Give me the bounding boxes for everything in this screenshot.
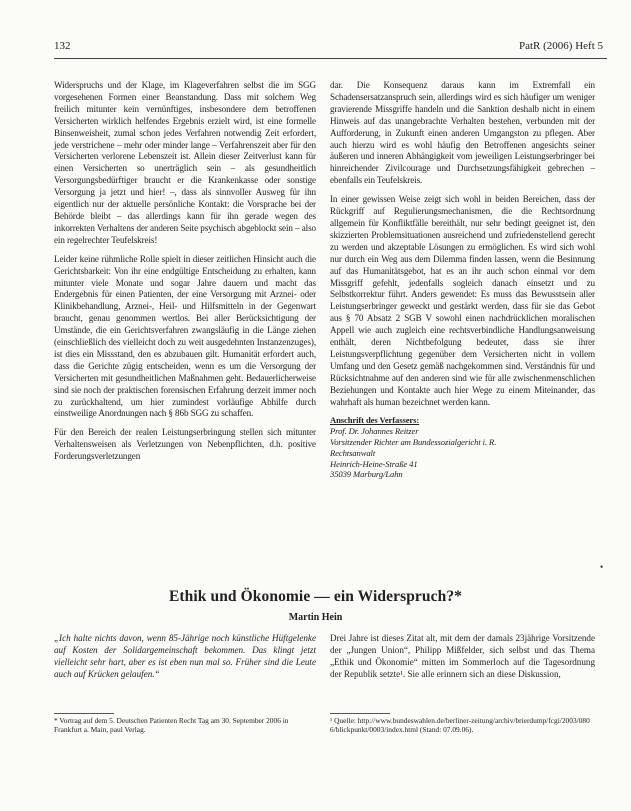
- article-quote: „Ich halte nichts davon, wenn 85-Jährige noch künstliche Hüftgelenke auf Kosten der Solidargemeinschaft bekommen. Das klingt jetzt vielleicht sehr hart, aber es ist eben nun mal so. Früher sind die Leute auch auf Krücken gelaufen.“: [54, 633, 316, 679]
- left-column: [54, 80, 316, 470]
- page-number: 132: [54, 40, 71, 52]
- article-body: Drei Jahre ist dieses Zitat alt, mit dem der damals 23jährige Vorsitzende der „Jungen Union“, Philipp Mißfelder, sich selbst und das Thema „Ethik und Ökonomie“ mitten im Sommerloch auf die Tagesordnung der Republik setzte¹. Sie alle erinnern sich an diese Diskussion,: [330, 633, 595, 679]
- left-paragraph-1: Widerspruchs und der Klage, im Klageverfahren selbst die im SGG vorgesehenen Formen einer Beanstandung. Dass mit solchem Weg freilich mitunter kein vernünftiges, insbesondere dem betroffenen Versicherten wirklich helfendes Ergebnis erzielt wird, ist eine formelle Binsenweisheit, zumal schon jedes Verfahren notwendig Zeit erfordert, jede verstrichene – mehr oder minder lange – Verfahrenszeit aber für den Versicherten verlorene Lebenszeit ist. Allein dieser Zeitverlust kann für einen Versicherten so unerträglich sein – als gesundheitlich Versorgungsbedürftiger braucht er die Krankenkasse oder sonstige Versorgung ja jetzt und hier! –, dass als sinnvoller Ausweg für ihn eigentlich nur der aktuelle persönliche Kontakt: die Vorsprache bei der Behörde bleibt – das allerdings kann für ihn gerade wegen des inkorrekten Verhaltens der anderen Seite psychisch abgeblockt sein – also ein regelrechter Teufelskreis!: [54, 80, 316, 245]
- right-column: [330, 80, 595, 480]
- footnote-rule-left: [54, 713, 114, 714]
- author-address-heading: Anschrift des Verfassers:: [330, 415, 420, 426]
- journal-reference: PatR (2006) Heft 5: [518, 40, 603, 52]
- author-name: Prof. Dr. Johannes Reitzer: [330, 426, 419, 437]
- footnote-left: * Vortrag auf dem 5. Deutschen Patienten Recht Tag am 30. September 2006 in Frankfurt a. Main, paul Verlag.: [54, 716, 289, 734]
- author-street: Heinrich-Heine-Straße 41: [330, 458, 418, 469]
- right-paragraph-1: dar. Die Konsequenz daraus kann im Extremfall ein Schadensersatzanspruch sein, allerdings wird es sich häufiger um weniger gravierende Missgriffe handeln und die Sanktion deshalb nicht in einem Hinweis auf das unangebrachte Verhalten bestehen, verbunden mit der Aufforderung, in Zukunft einen anderen Umgangston zu pflegen. Aber auch hierzu wird es wohl häufig den Betroffenen angesichts seiner äußeren und inneren Abhängigkeit vom jeweiligen Leistungserbringer bei hinreichender Zivilcourage und Durchsetzungsfähigkeit gebrechen – ebenfalls ein Teufelskreis.: [330, 80, 595, 186]
- header-rule: [54, 58, 607, 59]
- footnote-right: ¹ Quelle: http://www.bundeswahlen.de/berliner-zeitung/archiv/brierdump/fcgi/2003/0806/blickpunkt/0003/index.html (Stand: 07.09.06).: [330, 716, 590, 734]
- left-paragraph-3: Für den Bereich der realen Leistungserbringung stellen sich mitunter Verhaltensweisen als Verletzungen von Nebenpflichten, d.h. positive Forderungsverletzungen: [54, 427, 316, 462]
- author-address: [330, 415, 595, 480]
- article-title: Ethik und Ökonomie — ein Widerspruch?*: [168, 588, 463, 605]
- author-profession: Rechtsanwalt: [330, 447, 376, 458]
- author-position: Vorsitzender Richter am Bundessozialgericht i. R.: [330, 437, 497, 448]
- footnote-rule-right: [330, 713, 390, 714]
- left-paragraph-2: Leider keine rühmliche Rolle spielt in dieser zeitlichen Hinsicht auch die Gerichtsbarkeit: Von ihr eine endgültige Entscheidung zu erhalten, kann mitunter viele Monate und sogar Jahre dauern und macht das Endergebnis für einen Patienten, der eine Versorgung mit Arznei- oder Klinikbehandlung, Arznei-, Heil- und Hilfsmitteln in der Gegenwart braucht, genau genommen wertlos. Bei aller Berücksichtigung der Umstände, die ein Gerichtsverfahren zwangsläufig in die Länge ziehen (einschließlich des vielleicht doch zu weit ausgedehnten Instanzenzuges), ist dies ein Missstand, den es abzubauen gilt. Humanität erfordert auch, dass die Gerichte zügig entscheiden, wenn es um die Versorgung der Versicherten mit gesundheitlichen Maßnahmen geht. Bedauerlicherweise sind sie noch der praktischen forensischen Erfahrung derzeit immer noch zu zurückhaltend, um hier zumindest vorläufige Abhilfe durch einstweilige Anordnungen nach § 86b SGG zu schaffen.: [54, 253, 316, 419]
- end-of-article-bullet: •: [600, 562, 604, 572]
- author-city: 35039 Marburg/Lahn: [330, 469, 403, 480]
- right-paragraph-2: In einer gewissen Weise zeigt sich wohl in beiden Bereichen, dass der Rückgriff auf Regulierungsmechanismen, die die Rechtsordnung allgemein für Konfliktfälle bereithält, nur sehr bedingt geeignet ist, den skizzierten Problemsituationen ausreichend und zufriedenstellend gerecht zu werden und akzeptable Lösungen zu ermöglichen. Es wird sich wohl nur durch ein Weg aus dem Dilemma finden lassen, wenn die Besinnung auf das Humanitätsgebot, hat es an ihr auch schon einmal vor dem Missgriff gefehlt, jedenfalls sogleich danach einsetzt und zu Selbstkorrektur führt. Anders gewendet: Es muss das Bewusstsein aller Leistungserbringer geweckt und gestärkt werden, dass für sie das Gebot aus § 70 Absatz 2 SGB V sowohl einen nachdrücklichen moralischen Appell wie auch zugleich eine rechtsverbindliche Handlungsanweisung enthält, deren Nichtbefolgung bedeutet, dass sie ihrer Leistungsverpflichtung gegenüber dem Versicherten nicht in vollem Umfang und den Gesetz gemäß nachgekommen sind. Verständnis für und Rücksichtnahme auf den anderen sind wie für alle zwischenmenschlichen Beziehungen und Kontakte auch hier Wege zu einem Miteinander, das wahrhaft als human bezeichnet werden kann.: [330, 194, 595, 407]
- article-author: Martin Hein: [288, 612, 343, 623]
